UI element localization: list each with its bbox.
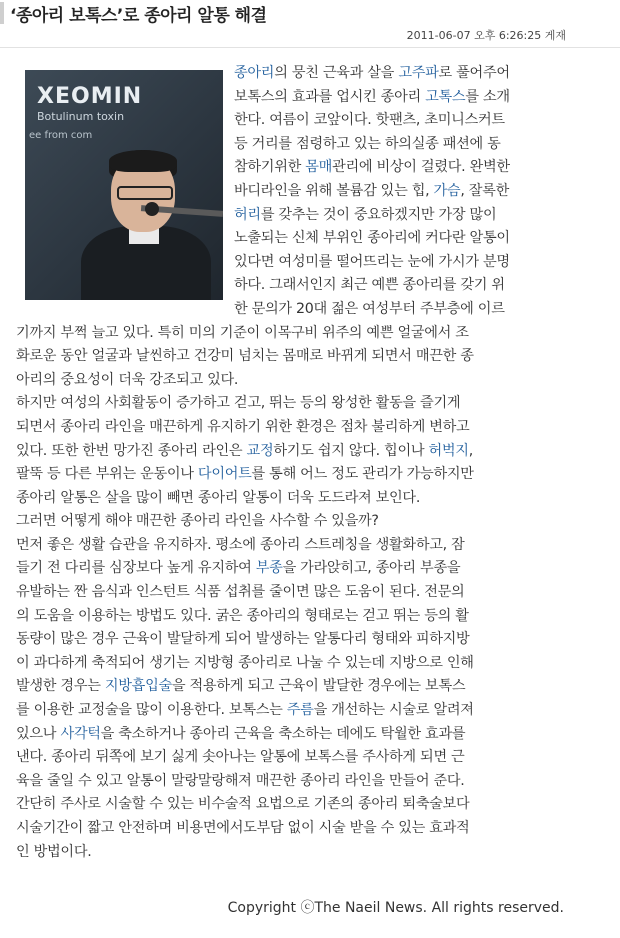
article-line [0, 322, 575, 346]
article-text: 종아리 알통은 살을 많이 빼면 종아리 알통이 더욱 도드라져 보인다. [16, 489, 421, 506]
keyword-link[interactable]: 다이어트 [197, 466, 252, 483]
keyword-link[interactable]: 주름 [286, 702, 314, 719]
article-text: 참하기위한 [234, 159, 306, 176]
article-text: 발생한 경우는 [16, 678, 105, 695]
keyword-link[interactable]: 고주파 [398, 65, 439, 81]
keyword-link[interactable]: 허리 [234, 206, 261, 223]
article-text: , [468, 442, 473, 459]
article-text: 동량이 많은 경우 근육이 발달하게 되어 발생하는 알통다리 형태와 피하지방 [16, 631, 470, 648]
microphone-icon [145, 202, 159, 216]
article-text: 한다. 여름이 코앞이다. 핫팬츠, 초미니스커트 [234, 112, 505, 129]
photo-brand-subtext: Botulinum toxin [37, 110, 125, 123]
article-text: 하다. 그래서인지 최근 예쁜 종아리를 갖기 위 [234, 277, 505, 294]
article-text: 유발하는 짠 음식과 인스턴트 식품 섭취를 줄이면 많은 도움이 된다. 전문의 [16, 584, 465, 601]
article-text: 낸다. 종아리 뒤쪽에 보기 싫게 솟아나는 알통에 보톡스를 주사하게 되면 근 [16, 749, 465, 766]
keyword-link[interactable]: 가슴 [433, 182, 461, 199]
article-line [0, 723, 575, 747]
article-text: 들기 전 다리를 심장보다 높게 유지하여 [16, 560, 256, 577]
article-text: 있다. 또한 한번 망가진 종아리 라인은 [16, 442, 247, 459]
article-text: 로 풀어주어 [438, 65, 510, 81]
article-text: 를 이용한 교정술을 많이 이용한다. 보톡스는 [16, 702, 287, 719]
article-line [0, 605, 575, 629]
article-text: 의 도움을 이용하는 방법도 있다. 굵은 종아리의 형태로는 걷고 뛰는 등의 활 [16, 607, 469, 624]
article-line [0, 699, 575, 723]
article-photo [25, 70, 223, 300]
article-header [0, 0, 620, 26]
article-text: 을 적용하게 되고 근육이 발달한 경우에는 보톡스 [171, 678, 466, 695]
article-text: 있으나 [16, 725, 61, 742]
article-title: ‘종아리 보톡스’로 종아리 알통 해결 [10, 6, 267, 26]
article-text: 이 과다하게 축적되어 생기는 지방형 종아리로 나눌 수 있는데 지방으로 인해 [16, 654, 474, 671]
article-line [0, 841, 575, 865]
article-text: 을 개선하는 시술로 알려져 [313, 702, 474, 719]
keyword-link[interactable]: 허벅지 [428, 442, 469, 459]
article-text: 관리에 비상이 걸렸다. 완벽한 [332, 159, 510, 176]
article-text: 를 소개 [465, 88, 510, 105]
article-text: 시술기간이 짧고 안전하며 비용면에서도부담 없이 시술 받을 수 있는 효과적 [16, 820, 470, 836]
photo-brand-text: XEOMIN [37, 84, 143, 109]
article-text: 인 방법이다. [16, 843, 92, 860]
article-text: 를 갖추는 것이 중요하겠지만 가장 많이 [260, 206, 497, 223]
article-line [0, 463, 575, 487]
article-text: 화로운 동안 얼굴과 날씬하고 건강미 넘치는 몸매로 바뀌게 되면서 매끈한 종 [16, 348, 474, 365]
article-line [0, 628, 575, 652]
article-text: 되면서 종아리 라인을 매끈하게 유지하기 위한 환경은 점차 불리하게 변하고 [16, 418, 470, 435]
article-text: 의 뭉친 근육과 살을 [274, 65, 399, 81]
article-text: 팔뚝 등 다른 부위는 운동이나 [16, 466, 198, 483]
article-text: 기까지 부쩍 늘고 있다. 특히 미의 기준이 이목구비 위주의 예쁜 얼굴에서 조 [16, 324, 469, 341]
copyright-notice: Copyright ⓒThe Naeil News. All rights reserved. [227, 900, 564, 916]
keyword-link[interactable]: 교정 [246, 442, 274, 459]
article-text: 보톡스의 효과를 업시킨 종아리 [234, 88, 426, 105]
keyword-link[interactable]: 고톡스 [425, 88, 466, 105]
article-text: 먼저 좋은 생활 습관을 유지하자. 평소에 종아리 스트레칭을 생활화하고, 잠 [16, 536, 465, 553]
title-marker [0, 2, 4, 24]
article-text: 간단히 주사로 시술할 수 있는 비수술적 요법으로 기존의 종아리 퇴축술보다 [16, 796, 470, 813]
speaker-glasses [117, 186, 173, 200]
article-line [0, 581, 575, 605]
article-text: 등 거리를 점령하고 있는 하의실종 패션에 동 [234, 135, 501, 152]
article-text: 하지만 여성의 사회활동이 증가하고 걷고, 뛰는 등의 왕성한 활동을 즐기게 [16, 395, 461, 412]
article-line [0, 440, 575, 464]
article-text: , 잘록한 [460, 182, 509, 199]
publish-dateline: 2011-06-07 오후 6:26:25 게재 [406, 29, 566, 42]
article-line [0, 345, 575, 369]
article-line [0, 298, 575, 322]
article-text: 아리의 중요성이 더욱 강조되고 있다. [16, 371, 239, 388]
article-line [0, 770, 575, 794]
article-line [0, 652, 575, 676]
article-line [0, 416, 575, 440]
article-text: 있다면 여성미를 떨어뜨리는 눈에 가시가 분명 [234, 253, 510, 270]
article-text: 을 가라앉히고, 종아리 부종을 [282, 560, 461, 577]
keyword-link[interactable]: 사각턱 [60, 725, 101, 742]
article-line [0, 369, 575, 393]
article-text: 그러면 어떻게 해야 매끈한 종아리 라인을 사수할 수 있을까? [16, 513, 379, 530]
article-line [0, 817, 575, 841]
article-text: 육을 줄일 수 있고 알통이 말랑말랑해져 매끈한 종아리 라인을 만들어 준다. [16, 772, 465, 789]
article-text: 바디라인을 위해 볼륨감 있는 힙, [234, 182, 434, 199]
article-line [0, 675, 575, 699]
article-text: 하기도 쉽지 않다. 힙이나 [273, 442, 429, 459]
article-line [0, 534, 575, 558]
keyword-link[interactable]: 종아리 [234, 65, 275, 81]
photo-background-text: ee from com [29, 130, 93, 141]
article-line [0, 557, 575, 581]
header-divider [0, 47, 620, 48]
article-text: 를 통해 어느 정도 관리가 가능하지만 [251, 466, 474, 483]
speaker-hair-top [109, 150, 177, 172]
keyword-link[interactable]: 몸매 [305, 159, 333, 176]
article-line [0, 487, 575, 511]
keyword-link[interactable]: 지방흡입술 [104, 678, 172, 695]
article-text: 을 축소하거나 종아리 근육을 축소하는 데에도 탁월한 효과를 [100, 725, 466, 742]
article-text: 한 문의가 20대 젊은 여성부터 주부층에 이르 [234, 300, 505, 317]
article-line [0, 793, 575, 817]
article-line [0, 510, 575, 534]
article-line [0, 746, 575, 770]
keyword-link[interactable]: 부종 [255, 560, 283, 577]
article-line [0, 392, 575, 416]
article-text: 노출되는 신체 부위인 종아리에 커다란 알통이 [234, 230, 510, 247]
